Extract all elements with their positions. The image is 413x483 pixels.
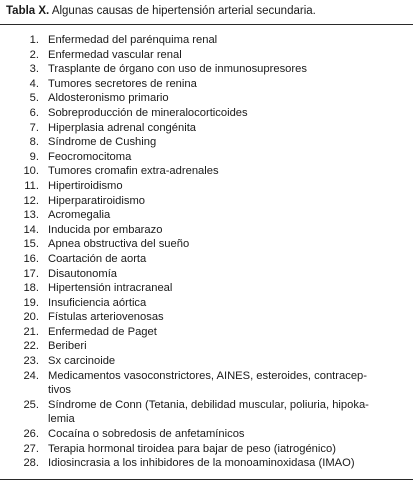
item-number: 2.	[29, 48, 39, 61]
item-number: 4.	[29, 77, 39, 90]
item-text: Apnea obstructiva del sueño	[48, 238, 190, 251]
item-text: Hipertiroidismo	[48, 179, 123, 192]
list-item	[0, 339, 413, 354]
item-number: 28.	[23, 457, 39, 470]
list-item	[0, 369, 413, 398]
list-item	[0, 427, 413, 442]
list-item	[0, 223, 413, 238]
item-text: Hiperplasia adrenal congénita	[48, 121, 197, 134]
list-item	[0, 121, 413, 136]
item-number: 27.	[23, 442, 39, 455]
item-text: Beriberi	[48, 340, 87, 353]
item-number: 12.	[23, 194, 39, 207]
list-item	[0, 179, 413, 194]
top-rule	[0, 24, 413, 25]
item-number: 24.	[23, 369, 39, 382]
item-number: 6.	[29, 106, 39, 119]
item-number: 9.	[29, 150, 39, 163]
item-text: Tumores cromafin extra-adrenales	[48, 165, 219, 178]
item-text: Aldosteronismo primario	[48, 92, 169, 105]
list-item	[0, 62, 413, 77]
item-number: 7.	[29, 121, 39, 134]
list-item	[0, 354, 413, 369]
item-text: Trasplante de órgano con uso de inmunosupresores	[48, 63, 307, 76]
item-text: Fístulas arteriovenosas	[48, 311, 164, 324]
item-text: Hiperparatiroidismo	[48, 194, 145, 207]
list-item	[0, 135, 413, 150]
item-number: 11.	[24, 179, 39, 192]
item-number: 18.	[23, 282, 39, 295]
list-item	[0, 237, 413, 252]
list-item	[0, 456, 413, 471]
item-number: 3.	[29, 63, 39, 76]
item-number: 19.	[23, 296, 39, 309]
item-text: Acromegalia	[48, 209, 111, 222]
list-item	[0, 194, 413, 209]
list-item	[0, 77, 413, 92]
item-text: Cocaína o sobredosis de anfetamínicos	[48, 428, 245, 441]
list-item	[0, 48, 413, 63]
item-text: Hipertensión intracraneal	[48, 282, 173, 295]
item-number: 16.	[23, 252, 39, 265]
item-number: 22.	[23, 340, 39, 353]
item-number: 5.	[29, 92, 39, 105]
item-number: 17.	[23, 267, 39, 280]
item-number: 1.	[29, 34, 39, 46]
list-item	[0, 164, 413, 179]
item-text	[48, 369, 404, 398]
item-text-line: lemia	[48, 413, 75, 426]
list-item	[0, 150, 413, 165]
item-text: Inducida por embarazo	[48, 223, 163, 236]
table-caption-text: Algunas causas de hipertensión arterial secundaria.	[51, 5, 316, 17]
item-text: Sx carcinoide	[48, 355, 116, 368]
causes-list	[0, 33, 413, 471]
list-item	[0, 442, 413, 457]
item-text: Enfermedad del parénquima renal	[48, 34, 218, 46]
item-text: Terapia hormonal tiroidea para bajar de peso (iatrogénico)	[48, 442, 336, 455]
list-item	[0, 281, 413, 296]
item-number: 8.	[29, 136, 39, 149]
item-text-line: Síndrome de Conn (Tetania, debilidad muscular, poliuria, hipoka-	[48, 398, 369, 411]
item-text: Insuficiencia aórtica	[48, 296, 147, 309]
item-number: 14.	[23, 223, 39, 236]
list-item	[0, 398, 413, 427]
bottom-rule	[0, 479, 413, 480]
list-item	[0, 252, 413, 267]
list-item	[0, 91, 413, 106]
list-item	[0, 106, 413, 121]
list-item	[0, 33, 413, 48]
table-caption	[6, 4, 316, 19]
item-number: 26.	[23, 428, 39, 441]
item-text: Feocromocitoma	[48, 150, 132, 163]
item-number: 20.	[23, 311, 39, 324]
item-number: 25.	[23, 398, 39, 411]
item-number: 21.	[23, 325, 39, 338]
list-item	[0, 325, 413, 340]
list-item	[0, 208, 413, 223]
item-number: 15.	[23, 238, 39, 251]
item-text-line: Medicamentos vasoconstrictores, AINES, esteroides, contracep-	[48, 369, 367, 382]
item-text: Disautonomía	[48, 267, 118, 280]
item-number: 23.	[23, 355, 39, 368]
list-item	[0, 310, 413, 325]
item-text: Tumores secretores de renina	[48, 77, 197, 90]
list-item	[0, 267, 413, 282]
list-item	[0, 296, 413, 311]
item-text: Coartación de aorta	[48, 252, 147, 265]
item-number: 13.	[23, 209, 39, 222]
item-number: 10.	[23, 165, 39, 178]
item-text	[48, 398, 404, 427]
item-text-line: tivos	[48, 384, 72, 397]
item-text: Sobreproducción de mineralocorticoides	[48, 106, 248, 119]
table-caption-lead: Tabla X.	[6, 5, 50, 17]
item-text: Síndrome de Cushing	[48, 136, 157, 149]
item-text: Enfermedad de Paget	[48, 325, 157, 338]
item-text: Idiosincrasia a los inhibidores de la monoaminoxidasa (IMAO)	[48, 457, 355, 470]
item-text: Enfermedad vascular renal	[48, 48, 182, 61]
